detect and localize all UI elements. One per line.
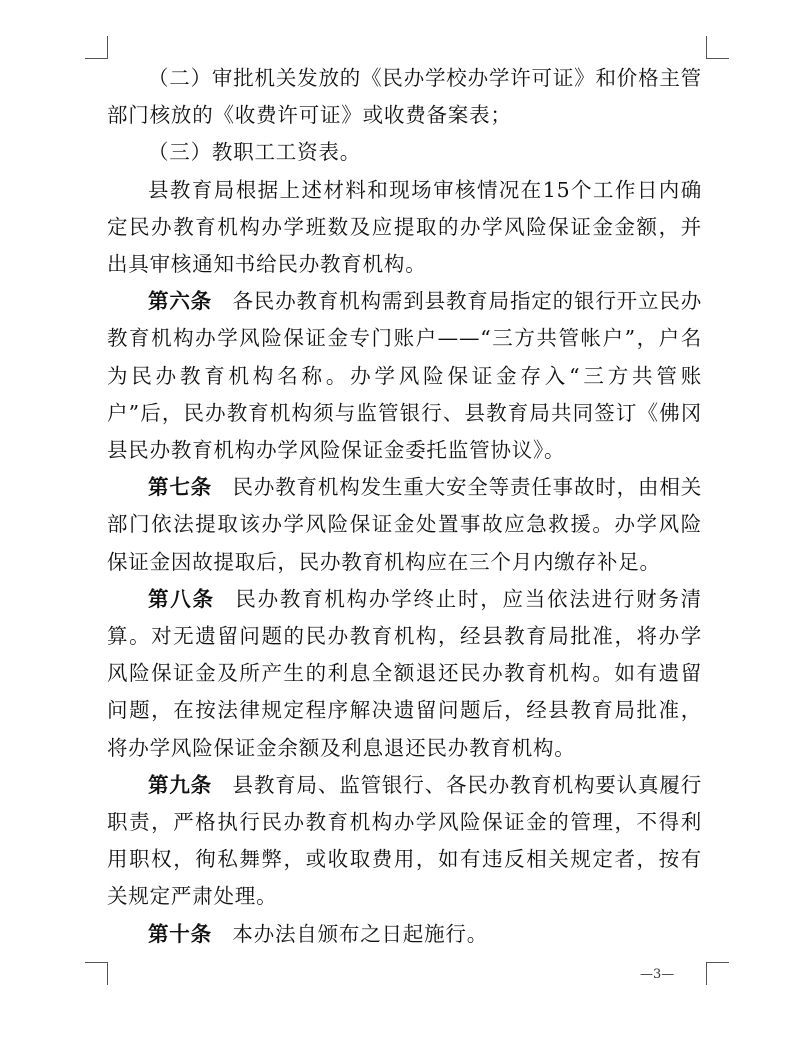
crop-mark-top-right [706, 36, 729, 59]
article-7 [107, 469, 702, 581]
page-number: —3— [640, 967, 675, 982]
paragraph-review [107, 172, 702, 284]
article-text: 各民办教育机构需到县教育局指定的银行开立民办教育机构办学风险保证金专门账户——“三方共管帐户”，户名为民办教育机构名称。办学风险保证金存入“三方共管账户”后，民办教育机构须与监管银行、县教育局共同签订《佛冈县民办教育机构办学风险保证金委托监管协议》。 [107, 289, 702, 463]
article-heading: 第七条 [148, 475, 213, 500]
article-heading: 第九条 [148, 772, 213, 797]
document-body [107, 60, 702, 953]
paragraph-text: 县教育局根据上述材料和现场审核情况在15个工作日内确定民办教育机构办学班数及应提取的办学风险保证金金额，并出具审核通知书给民办教育机构。 [107, 177, 702, 277]
article-text: 民办教育机构发生重大安全等责任事故时，由相关部门依法提取该办学风险保证金处置事故应急救援。办学风险保证金因故提取后，民办教育机构应在三个月内缴存补足。 [107, 475, 702, 574]
article-6 [107, 283, 702, 469]
article-text: 民办教育机构办学终止时，应当依法进行财务清算。对无遗留问题的民办教育机构，经县教育局批准，将办学风险保证金及所产生的利息全额退还民办教育机构。如有遗留问题，在按法律规定程序解决遗留问题后，经县教育局批准，将办学风险保证金余额及利息退还民办教育机构。 [107, 586, 702, 760]
article-heading: 第十条 [148, 921, 212, 946]
paragraph-text: （二）审批机关发放的《民办学校办学许可证》和价格主管部门核放的《收费许可证》或收费备案表； [107, 66, 702, 128]
article-heading: 第六条 [148, 289, 213, 314]
paragraph-text: （三）教职工工资表。 [148, 140, 361, 165]
crop-mark-top-left [85, 36, 108, 59]
article-9 [107, 767, 702, 916]
article-10 [107, 916, 702, 953]
paragraph-item-3 [107, 134, 702, 171]
paragraph-item-2 [107, 60, 702, 134]
article-text: 本办法自颁布之日起施行。 [232, 921, 489, 946]
crop-mark-bottom-left [85, 962, 108, 985]
crop-mark-bottom-right [706, 962, 729, 985]
article-8 [107, 581, 702, 767]
article-heading: 第八条 [148, 586, 215, 611]
article-text: 县教育局、监管银行、各民办教育机构要认真履行职责，严格执行民办教育机构办学风险保证金的管理，不得利用职权，徇私舞弊，或收取费用，如有违反相关规定者，按有关规定严肃处理。 [107, 772, 702, 909]
